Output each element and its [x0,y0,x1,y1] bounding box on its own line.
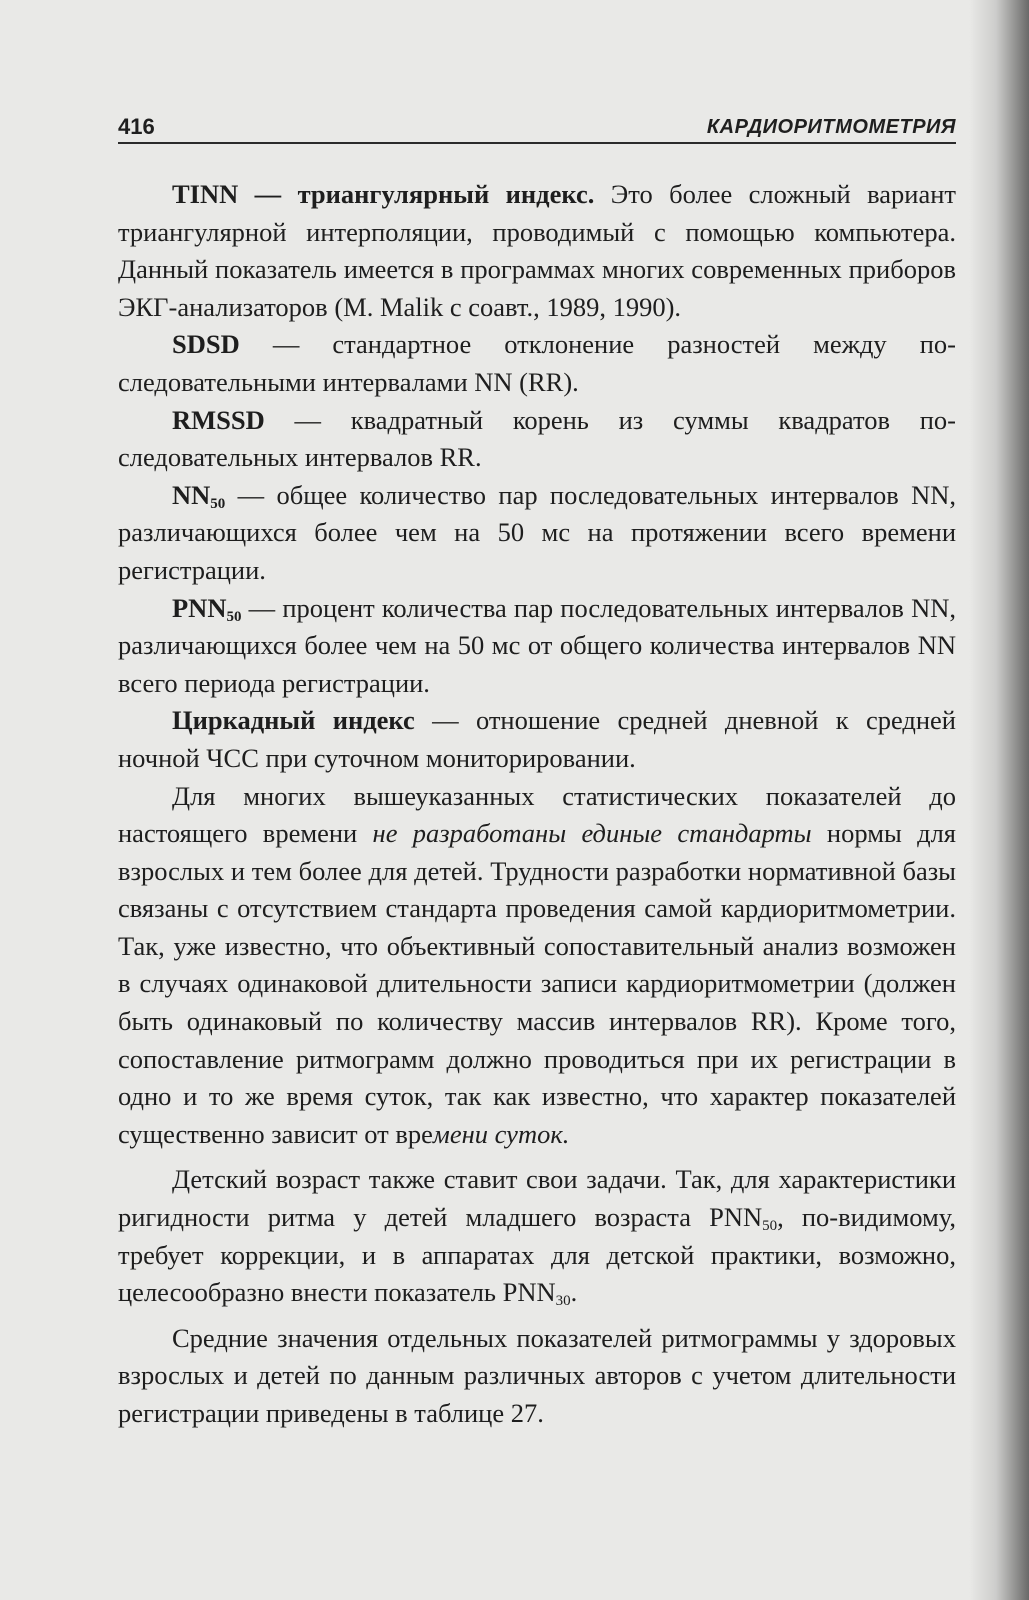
term-rmssd: RMSSD [172,404,265,435]
term-pnn50-subscript: 50 [226,608,242,625]
definition-tinn: Это более сложный вариант триангулярной интерполяции, проводимый с помощью компьютера. Данный показатель имеется в программах многих современных приборов ЭКГ-анализаторов (М. Malik с соавт., 1989, 1990). [118,179,957,322]
term-pnn50-base: PNN [172,592,227,623]
running-title: КАРДИОРИТМОМЕТРИЯ [706,116,956,138]
children-subscript-1: 50 [762,1218,778,1235]
definition-nn50: — общее количество пар последовательных интервалов NN, различающихся более чем на 50 мс на протяжении всего времени регистрации. [118,479,956,585]
term-circadian: Циркадный индекс [172,705,415,736]
children-subscript-2: 30 [555,1293,571,1310]
paragraph-table-reference: Средние значения отдельных показателей ритмограммы у здоровых взрослых и детей по данным различных авторов с учетом длительности регистрации приведены в таблице 27. [118,1322,956,1428]
term-sdsd: SDSD [172,329,240,360]
paragraph-tinn [118,176,956,326]
page-number: 416 [118,114,155,139]
standards-text-a: Для многих вышеуказанных статистических показателей до настоящего времени [118,780,956,849]
term-nn50-base: NN [172,479,211,510]
page-header [118,110,956,144]
standards-emphasis: не разработаны единые стандарты [372,818,812,849]
standards-text-b: нормы для взрослых и тем более для детей. Трудности разработки нормативной базы связаны с отсутствием стандарта проведения самой кардиоритмометрии. Так, уже известно, что объективный сопоставительный анализ возможен в случаях одинаковой длительности записи кардиоритмометрии (должен быть одинаковый по количеству массив интервалов RR). Кроме того, сопоставление ритмограмм должно проводиться при их регистрации в одно и то же время суток, так как известно, что характер показателей существенно зависит от вре [118,818,956,1149]
definition-circadian: — отношение средней дневной к средней ночной ЧСС при суточном мониторировании. [118,705,956,773]
paragraph-rmssd [118,402,956,477]
children-text-c: . [570,1277,578,1308]
children-text-b: , по-видимому, требует коррекции, и в аппаратах для детской практики, возможно, целесообразно внести показатель PNN [118,1202,956,1308]
paragraph-circadian [118,702,956,777]
term-tinn: TINN — триангулярный индекс. [172,179,595,209]
paragraph-nn50 [118,477,956,590]
definition-rmssd: — квадратный корень из суммы квадратов последовательных интервалов RR. [118,404,956,473]
paragraph-sdsd [118,326,956,401]
term-pnn50 [172,593,241,623]
term-nn50-subscript: 50 [210,495,226,512]
paragraph-children [118,1161,956,1311]
paragraph-standards [118,778,956,1154]
definition-pnn50: — процент количества пар последовательных интервалов NN, различающихся более чем на 50 мс от общего количества интервалов NN всего периода регистрации. [118,592,956,698]
children-text-a: Детский возраст также ставит свои задачи. Так, для характеристики ригидности ритма у детей младшего возраста PNN [118,1164,956,1233]
paragraph-pnn50 [118,590,956,703]
standards-emphasis-2: мени суток. [432,1118,570,1149]
body-text [118,176,956,1433]
term-nn50 [172,480,225,510]
definition-sdsd: — стандартное отклонение разностей между последовательными интервалами NN (RR). [118,329,956,397]
